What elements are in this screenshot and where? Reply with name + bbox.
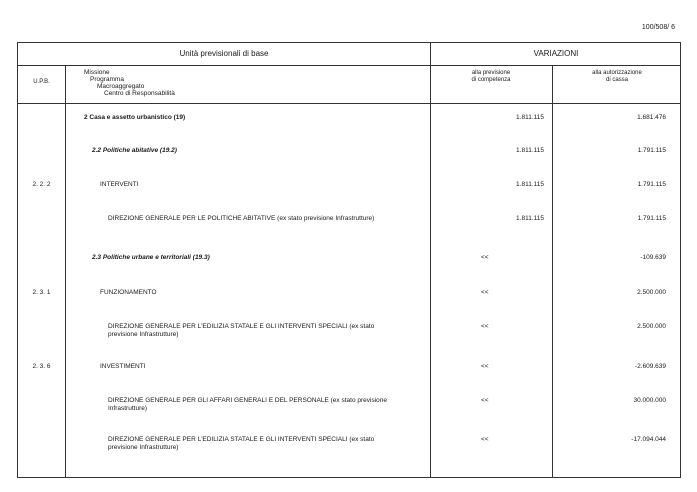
competenza-value: << [481,323,489,330]
competenza-value: << [481,397,489,404]
upb-code: 2. 2. 2 [32,181,51,188]
competenza-line-1: alla previsione [471,70,511,76]
competenza-value: << [481,436,489,443]
hierarchy-macroaggregato: Macroaggregato [97,83,145,90]
cassa-line-2: di cassa [605,77,628,83]
cassa-value: -2.609.639 [634,363,666,370]
competenza-value: << [481,363,489,370]
row-description: FUNZIONAMENTO [100,289,157,296]
cassa-value: 2.500.000 [637,323,666,330]
competenza-value: 1.811.115 [516,114,544,121]
header-bottom-rule [18,103,680,104]
cassa-value: 30.000.000 [633,397,666,404]
cassa-value: -109.639 [640,254,666,261]
upb-column-divider [65,65,66,477]
cassa-value: 1.791.115 [637,181,666,188]
competenza-cassa-divider [552,65,553,477]
competenza-value: << [481,254,489,261]
hierarchy-column-header [84,69,175,97]
header-divider [18,65,680,66]
row-description: DIREZIONE GENERALE PER L'EDILIZIA STATALE E GLI INTERVENTI SPECIALI (ex stato previsione Infrastrutture) [108,436,375,451]
budget-table [17,42,681,478]
unita-previsionali-title: Unità previsionali di base [179,49,269,58]
cassa-value: -17.094.044 [631,436,666,443]
row-description: DIREZIONE GENERALE PER LE POLITICHE ABITATIVE (ex stato previsione Infrastrutture) [108,215,375,222]
row-description: 2 Casa e assetto urbanistico (19) [84,114,186,121]
row-description: 2.3 Politiche urbane e territoriali (19.3) [92,254,210,261]
competenza-value: 1.811.115 [516,215,544,222]
hierarchy-centro: Centro di Responsabilità [104,90,175,97]
upb-column-header: U.P.B. [33,79,50,85]
hierarchy-programma: Programma [90,76,124,83]
cassa-column-header [552,70,682,84]
competenza-value: << [481,289,489,296]
cassa-value: 1.791.115 [637,215,666,222]
cassa-line-1: alla autorizzazione [592,70,642,76]
row-description: INVESTIMENTI [100,363,146,370]
competenza-column-header [430,70,552,84]
variazioni-column-divider [430,43,431,477]
competenza-value: 1.811.115 [516,181,544,188]
upb-code: 2. 3. 6 [32,363,51,370]
cassa-value: 2.500.000 [637,289,666,296]
row-description: INTERVENTI [100,181,139,188]
hierarchy-missione: Missione [84,69,110,76]
cassa-value: 1.681.476 [637,114,666,121]
row-description: 2.2 Politiche abitative (19.2) [92,147,177,154]
upb-code: 2. 3. 1 [32,289,51,296]
variazioni-title: VARIAZIONI [533,49,579,58]
competenza-value: 1.811.115 [516,147,544,154]
row-description: DIREZIONE GENERALE PER L'EDILIZIA STATALE E GLI INTERVENTI SPECIALI (ex stato previsione Infrastrutture) [108,323,375,338]
page-reference: 100/508/ 6 [641,24,675,31]
cassa-value: 1.791.115 [637,147,666,154]
row-description: DIREZIONE GENERALE PER GLI AFFARI GENERALI E DEL PERSONALE (ex stato previsione Infrastrutture) [108,397,387,412]
competenza-line-2: di competenza [471,77,511,83]
